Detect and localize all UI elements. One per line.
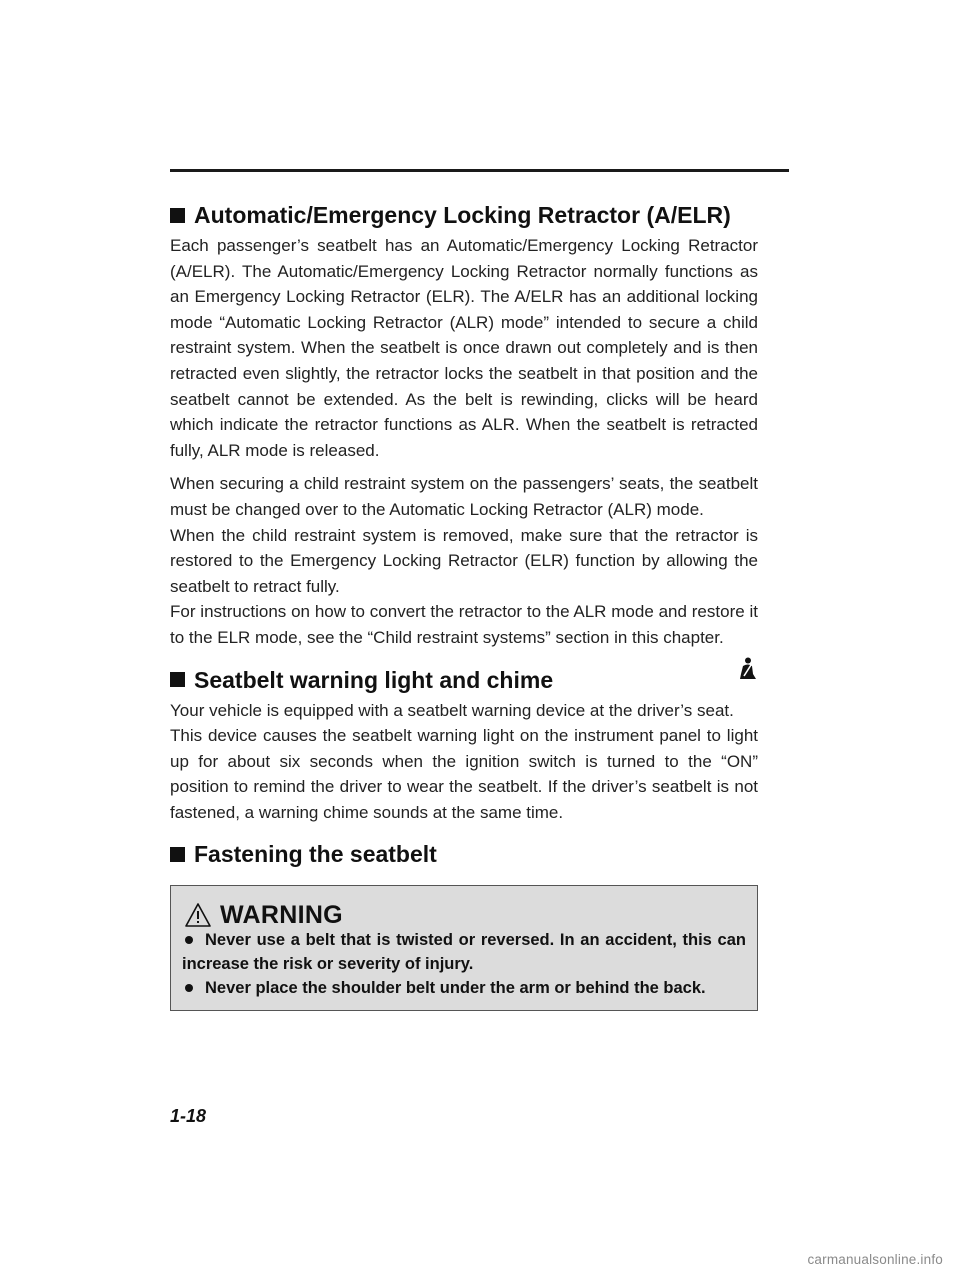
bullet-icon xyxy=(185,936,193,944)
paragraph: For instructions on how to convert the retractor to the ALR mode and restore it to the ELR mode, see the “Child restraint systems” section in this chapter. xyxy=(170,602,758,647)
warning-title xyxy=(182,896,746,928)
paragraph: Each passenger’s seatbelt has an Automatic/Emergency Locking Retractor (A/ELR). The Automatic/Emergency Locking Retractor normally functions as an Emergency Locking Retractor (ELR). The A/ELR has an additional locking mode “Automatic Locking Retractor (ALR) mode” intended to secure a child restraint system. When the seatbelt is once drawn out completely and is then retracted even slightly, the retractor locks the seatbelt in that position and the seatbelt cannot be extended. As the belt is rewinding, clicks will be heard which indicate the retractor functions as ALR. When the seatbelt is retracted fully, ALR mode is released. xyxy=(170,236,758,460)
watermark: carmanualsonline.info xyxy=(807,1252,943,1267)
section-heading-text: Automatic/Emergency Locking Retractor (A/ELR) xyxy=(194,202,731,228)
warning-triangle-icon xyxy=(184,902,212,928)
paragraph: When securing a child restraint system on the passengers’ seats, the seatbelt must be changed over to the Automatic Locking Retractor (ALR) mode. xyxy=(170,474,758,519)
top-rule xyxy=(170,169,789,172)
warning-item: Never place the shoulder belt under the arm or behind the back. xyxy=(182,976,746,1000)
paragraph: This device causes the seatbelt warning light on the instrument panel to light up for about six seconds when the ignition switch is turned to the “ON” position to remind the driver to wear the seatbelt. If the driver’s seatbelt is not fastened, a warning chime sounds at the same time. xyxy=(170,726,758,822)
section-heading-warning-light xyxy=(170,665,758,695)
square-bullet-icon xyxy=(170,847,185,862)
paragraph: Your vehicle is equipped with a seatbelt warning device at the driver’s seat. xyxy=(170,700,734,720)
seatbelt-warning-icon xyxy=(737,657,757,681)
warning-item: Never use a belt that is twisted or reversed. In an accident, this can increase the risk or severity of injury. xyxy=(182,931,746,974)
page-content xyxy=(170,200,758,1011)
section-heading-text: Fastening the seatbelt xyxy=(194,841,437,868)
section-heading-alr xyxy=(170,200,758,230)
section-heading-fastening xyxy=(170,839,758,869)
paragraph: When the child restraint system is removed, make sure that the retractor is restored to the Emergency Locking Retractor (ELR) function by allowing the seatbelt to retract fully. xyxy=(170,525,758,596)
warning-box xyxy=(170,885,758,1011)
bullet-icon xyxy=(185,984,193,992)
section-heading-text: Seatbelt warning light and chime xyxy=(194,666,554,693)
square-bullet-icon xyxy=(170,672,185,687)
page-number: 1-18 xyxy=(170,1106,207,1126)
warning-title-text: WARNING xyxy=(220,901,343,930)
square-bullet-icon xyxy=(170,208,185,223)
